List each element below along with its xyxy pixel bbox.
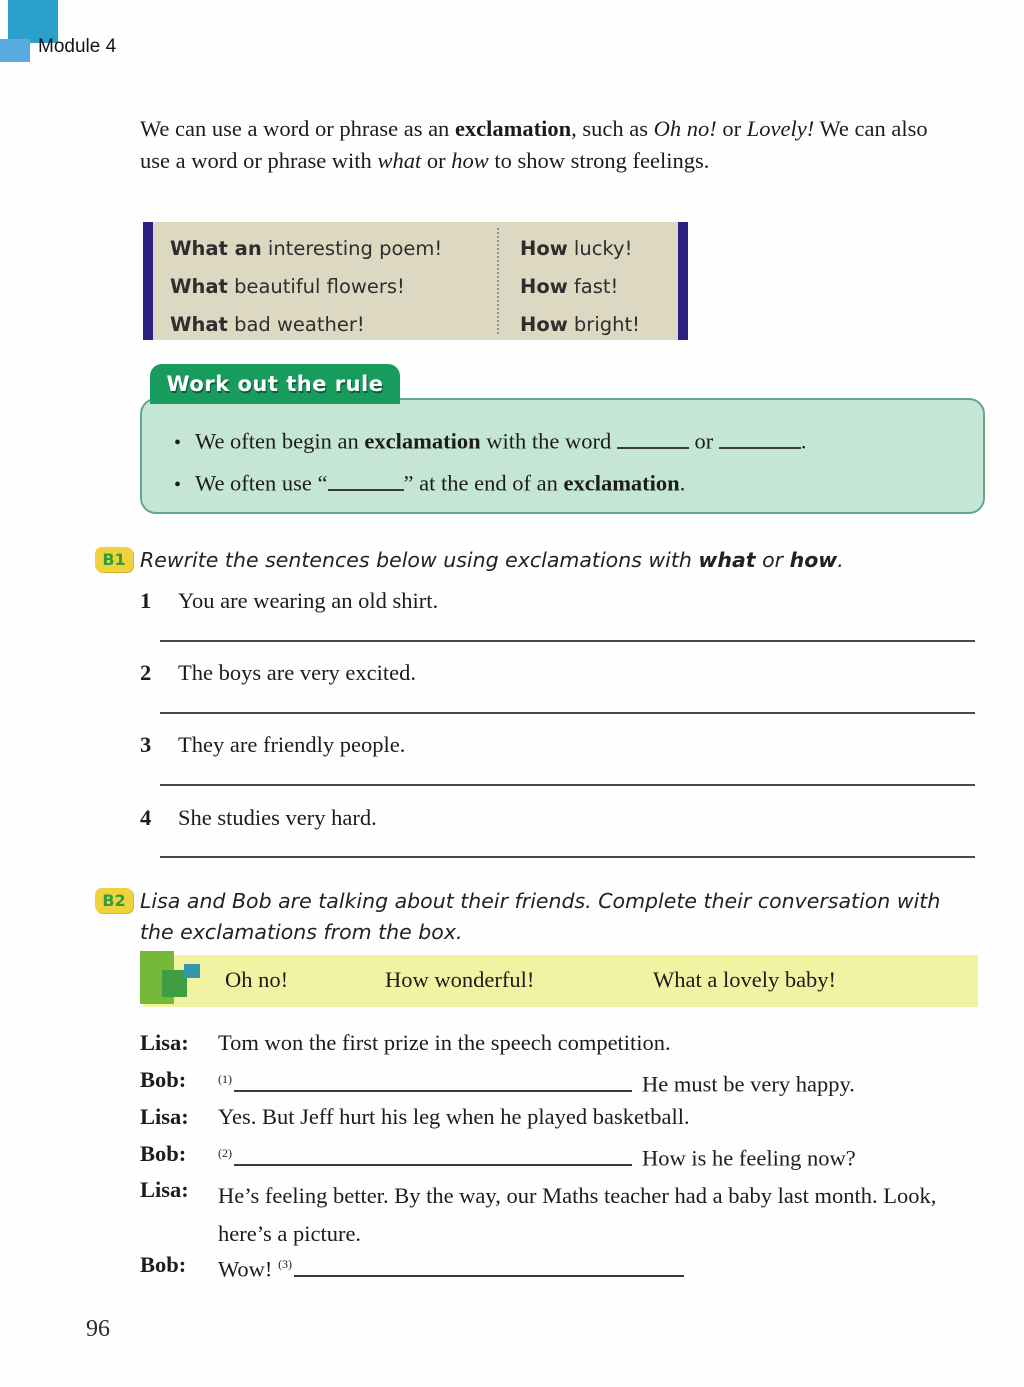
intro-italic-how: how: [451, 148, 489, 173]
example-what-column: [170, 230, 442, 344]
speaker-label: Bob:: [140, 1252, 187, 1277]
answer-line: [160, 856, 975, 858]
example-item: What an interesting poem!: [170, 237, 443, 260]
dialogue-text: Tom won the first prize in the speech competition.: [218, 1030, 671, 1055]
example-item: What beautiful flowers!: [170, 275, 405, 298]
b1-item-number: 1: [140, 588, 152, 613]
rule-bullet-2: • We often use “ ” at the end of an exclamation.: [174, 466, 685, 497]
answer-line: [160, 784, 975, 786]
intro-italic-lovely: Lovely!: [746, 116, 815, 141]
example-right-bar: [678, 222, 688, 340]
fill-blank: [234, 1067, 632, 1092]
answer-line: [160, 640, 975, 642]
dialogue-text: $^{(1)}$ He must be very happy.: [218, 1067, 855, 1098]
b1-item-text: They are friendly people.: [178, 732, 406, 757]
exclamation-option: How wonderful!: [385, 967, 535, 992]
deco-square-teal: [184, 964, 200, 978]
rule-box: [140, 398, 985, 514]
intro-paragraph: We can use a word or phrase as an exclamation, such as Oh no! or Lovely! We can also use a word or phrase with what or how to show strong feelings.: [140, 116, 928, 173]
speaker-label: Bob:: [140, 1067, 187, 1092]
fill-blank: [234, 1141, 632, 1166]
answer-line: [160, 712, 975, 714]
example-left-bar: [143, 222, 153, 340]
b1-item-text: She studies very hard.: [178, 805, 377, 830]
b1-instruction: Rewrite the sentences below using exclamations with what or how.: [140, 548, 844, 572]
example-item: How lucky!: [520, 237, 633, 260]
fill-blank: [719, 424, 801, 449]
blank-number-sup: (3): [278, 1256, 293, 1271]
speaker-label: Lisa:: [140, 1177, 189, 1202]
exclamations-box: [143, 955, 978, 1007]
b1-item-number: 3: [140, 732, 152, 757]
example-item: How bright!: [520, 313, 640, 336]
fill-blank: [294, 1252, 684, 1277]
b1-item-number: 4: [140, 805, 152, 830]
example-dotted-divider: [497, 228, 499, 334]
b1-item-text: The boys are very excited.: [178, 660, 417, 685]
bullet-icon: •: [174, 473, 182, 496]
example-box: [143, 222, 688, 340]
intro-bold-exclamation: exclamation: [454, 116, 572, 141]
intro-italic-what: what: [377, 148, 422, 173]
b1-item-text: You are wearing an old shirt.: [178, 588, 439, 613]
example-item: How fast!: [520, 275, 619, 298]
example-how-column: [520, 230, 640, 344]
exclamation-option: What a lovely baby!: [653, 967, 837, 992]
module-label: Module 4: [38, 36, 117, 57]
module-blue-square: [0, 39, 30, 62]
dialogue-text: Wow! $^{(3)}$: [218, 1252, 684, 1283]
speaker-label: Bob:: [140, 1141, 187, 1166]
exercise-badge-b1: B1: [95, 547, 133, 572]
rule-bullet-1: • We often begin an exclamation with the word or .: [174, 424, 807, 455]
blank-number-sup: (1): [218, 1071, 232, 1086]
speaker-label: Lisa:: [140, 1030, 189, 1055]
intro-italic-oh-no: Oh no!: [653, 116, 717, 141]
fill-blank: [617, 424, 689, 449]
rule-tab: [150, 364, 400, 404]
example-item: What bad weather!: [170, 313, 365, 336]
blank-number-sup: (2): [218, 1145, 232, 1160]
page-number: 96: [86, 1316, 110, 1342]
rule-tab-title: Work out the rule: [166, 372, 384, 396]
exclamation-option: Oh no!: [225, 967, 289, 992]
dialogue-text: $^{(2)}$ How is he feeling now?: [218, 1141, 856, 1172]
b2-instruction: Lisa and Bob are talking about their friends. Complete their conversation with the exclamations from the box.: [140, 889, 941, 944]
exercise-badge-b2: B2: [95, 888, 133, 913]
speaker-label: Lisa:: [140, 1104, 189, 1129]
dialogue-text: He’s feeling better. By the way, our Maths teacher had a baby last month. Look, here’s a picture.: [218, 1183, 937, 1246]
fill-blank: [328, 466, 404, 491]
b1-item-number: 2: [140, 660, 152, 685]
dialogue-text: Yes. But Jeff hurt his leg when he played basketball.: [218, 1104, 690, 1129]
bullet-icon: •: [174, 431, 182, 454]
intro-text: We can use a word or phrase as an: [140, 116, 455, 141]
